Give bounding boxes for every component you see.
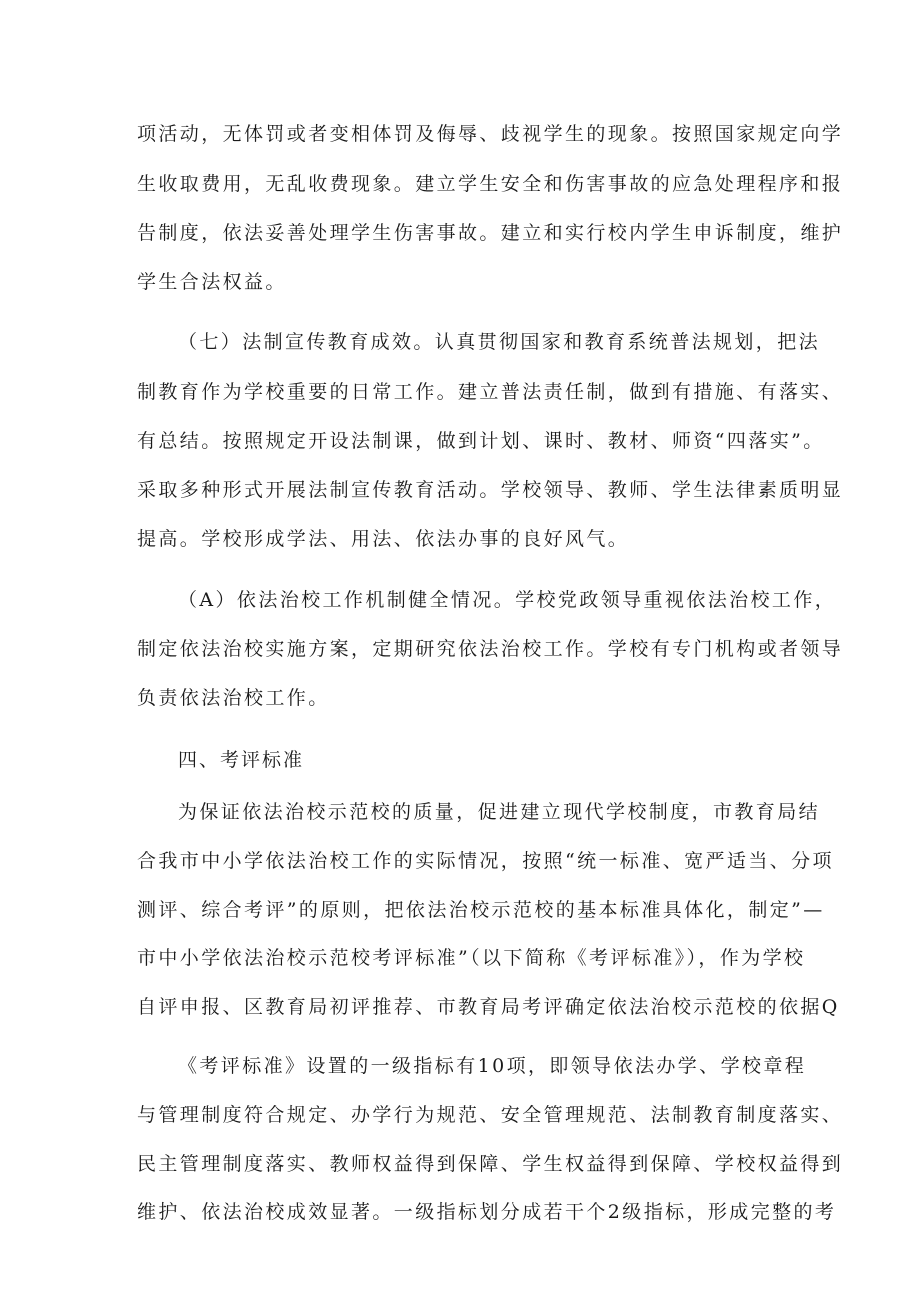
paragraph-line: 为保证依法治校示范校的质量，促进建立现代学校制度，市教育局结 <box>178 801 821 823</box>
paragraph-line: 市中小学依法治校示范校考评标准”（以下简称《考评标准》），作为学校 <box>137 947 806 969</box>
paragraph-line: 合我市中小学依法治校工作的实际情况，按照“统一标准、宽严适当、分项 <box>137 850 834 872</box>
section-heading: 四、考评标准 <box>178 749 305 771</box>
paragraph-line: （七）法制宣传教育成效。认真贯彻国家和教育系统普法规划，把法 <box>178 331 821 353</box>
paragraph-line: 学生合法权益。 <box>137 271 287 293</box>
paragraph-line: 制教育作为学校重要的日常工作。建立普法责任制，做到有措施、有落实、 <box>137 381 844 403</box>
paragraph-line: （A）依法治校工作机制健全情况。学校党政领导重视依法治校工作， <box>178 589 837 611</box>
paragraph-line: 民主管理制度落实、教师权益得到保障、学生权益得到保障、学校权益得到 <box>137 1153 844 1175</box>
paragraph-line: 告制度，依法妥善处理学生伤害事故。建立和实行校内学生申诉制度，维护 <box>137 222 844 244</box>
paragraph-line: 采取多种形式开展法制宣传教育活动。学校领导、教师、学生法律素质明显 <box>137 479 844 501</box>
paragraph-line: 制定依法治校实施方案，定期研究依法治校工作。学校有专门机构或者领导 <box>137 638 844 660</box>
paragraph-line: 测评、综合考评”的原则，把依法治校示范校的基本标准具体化，制定”— <box>137 899 825 921</box>
paragraph-line: 生收取费用，无乱收费现象。建立学生安全和伤害事故的应急处理程序和报 <box>137 173 844 195</box>
paragraph-line: 负责依法治校工作。 <box>137 687 330 709</box>
paragraph-line: 项活动，无体罚或者变相体罚及侮辱、歧视学生的现象。按照国家规定向学 <box>137 123 844 145</box>
paragraph-line: 提高。学校形成学法、用法、依法办事的良好风气。 <box>137 528 630 550</box>
paragraph-line: 自评申报、区教育局初评推荐、市教育局考评确定依法治校示范校的依据Q <box>137 996 840 1018</box>
paragraph-line: 与管理制度符合规定、办学行为规范、安全管理规范、法制教育制度落实、 <box>137 1104 844 1126</box>
paragraph-line: 《考评标准》设置的一级指标有10项，即领导依法办学、学校章程 <box>178 1055 807 1077</box>
paragraph-line: 有总结。按照规定开设法制课，做到计划、课时、教材、师资“四落实”。 <box>137 430 825 452</box>
paragraph-line: 维护、依法治校成效显著。一级指标划分成若干个2级指标，形成完整的考 <box>137 1201 837 1223</box>
